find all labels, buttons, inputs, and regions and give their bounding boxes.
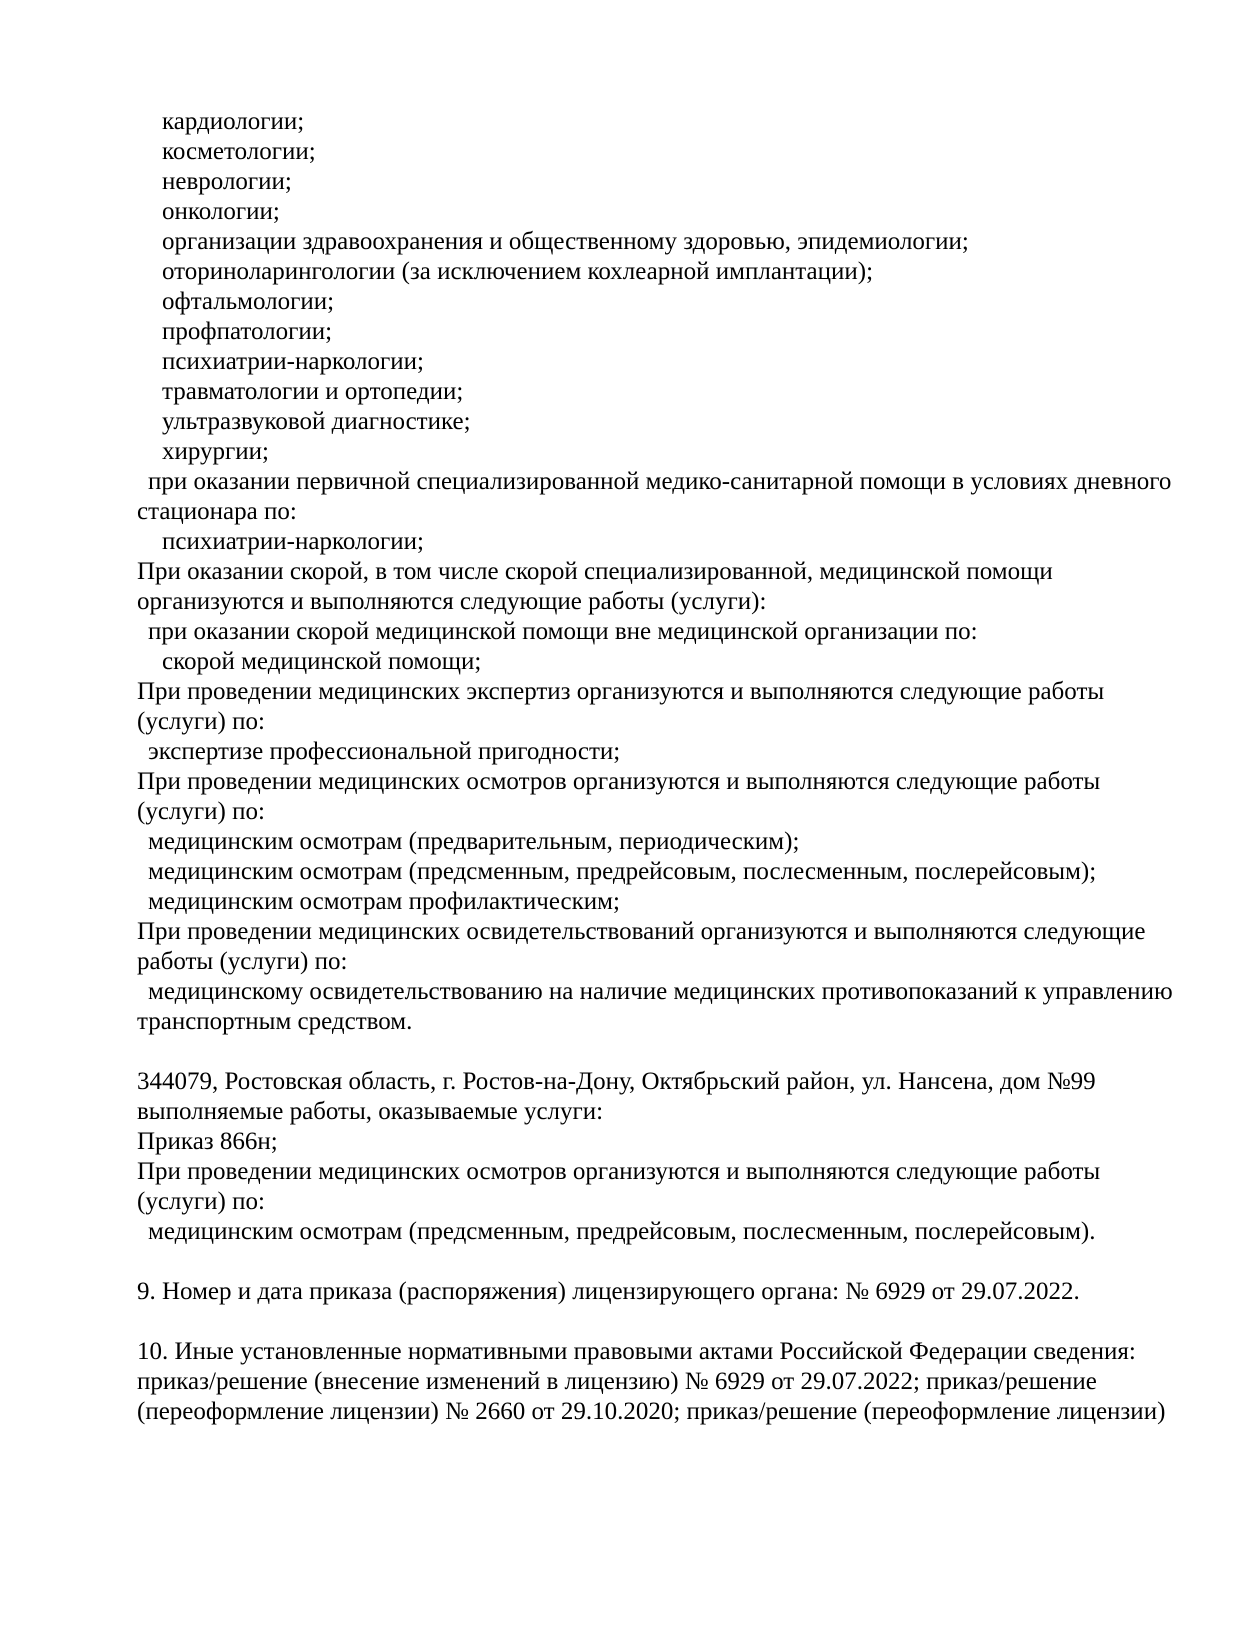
blank-line [137,1247,1120,1277]
text-line: (услуги) по: [137,1188,265,1215]
text-line: психиатрии-наркологии; [162,528,424,555]
text-line: При оказании скорой, в том числе скорой специализированной, медицинской помощи [137,558,1053,585]
text-line: кардиологии; [162,108,305,135]
document-text-block [137,107,1173,1427]
blank-line [137,1037,1120,1067]
text-line: неврологии; [162,168,292,195]
text-line: При проведении медицинских освидетельствований организуются и выполняются следующие [137,918,1146,945]
text-line: При проведении медицинских экспертиз организуются и выполняются следующие работы [137,678,1105,705]
text-line: При проведении медицинских осмотров организуются и выполняются следующие работы [137,1158,1101,1185]
text-line: (переоформление лицензии) № 2660 от 29.10.2020; приказ/решение (переоформление лицензии) [137,1398,1166,1425]
text-line: профпатологии; [162,318,333,345]
text-line: (услуги) по: [137,708,265,735]
text-line: 10. Иные установленные нормативными правовыми актами Российской Федерации сведения: [137,1338,1136,1365]
blank-line [137,1307,1120,1337]
text-line: 344079, Ростовская область, г. Ростов-на-Дону, Октябрьский район, ул. Нансена, дом №99 [137,1068,1096,1095]
text-line: выполняемые работы, оказываемые услуги: [137,1098,604,1125]
text-line: при оказании скорой медицинской помощи вне медицинской организации по: [148,618,978,645]
text-line: травматологии и ортопедии; [162,378,464,405]
text-line: транспортным средством. [137,1008,413,1035]
text-line: косметологии; [162,138,316,165]
text-line: офтальмологии; [162,288,335,315]
text-line: при оказании первичной специализированной медико-санитарной помощи в условиях дневного [148,468,1172,495]
text-line: медицинским осмотрам (предсменным, предрейсовым, послесменным, послерейсовым); [148,858,1097,885]
text-line: психиатрии-наркологии; [162,348,424,375]
text-line: приказ/решение (внесение изменений в лицензию) № 6929 от 29.07.2022; приказ/решение [137,1368,1097,1395]
text-line: медицинским осмотрам (предварительным, периодическим); [148,828,800,855]
text-line: работы (услуги) по: [137,948,348,975]
text-line: хирургии; [162,438,270,465]
text-line: (услуги) по: [137,798,265,825]
text-line: медицинскому освидетельствованию на наличие медицинских противопоказаний к управлению [148,978,1173,1005]
text-line: 9. Номер и дата приказа (распоряжения) лицензирующего органа: № 6929 от 29.07.2022. [137,1278,1080,1305]
text-line: медицинским осмотрам профилактическим; [148,888,620,915]
text-line: оториноларингологии (за исключением кохлеарной имплантации); [162,258,874,285]
text-line: скорой медицинской помощи; [162,648,482,675]
text-line: ультразвуковой диагностике; [162,408,471,435]
text-line: онкологии; [162,198,280,225]
text-line: экспертизе профессиональной пригодности; [148,738,621,765]
text-line: организуются и выполняются следующие работы (услуги): [137,588,767,615]
text-line: стационара по: [137,498,297,525]
text-line: организации здравоохранения и общественному здоровью, эпидемиологии; [162,228,969,255]
text-line: медицинским осмотрам (предсменным, предрейсовым, послесменным, послерейсовым). [148,1218,1096,1245]
text-line: Приказ 866н; [137,1128,278,1155]
text-line: При проведении медицинских осмотров организуются и выполняются следующие работы [137,768,1101,795]
